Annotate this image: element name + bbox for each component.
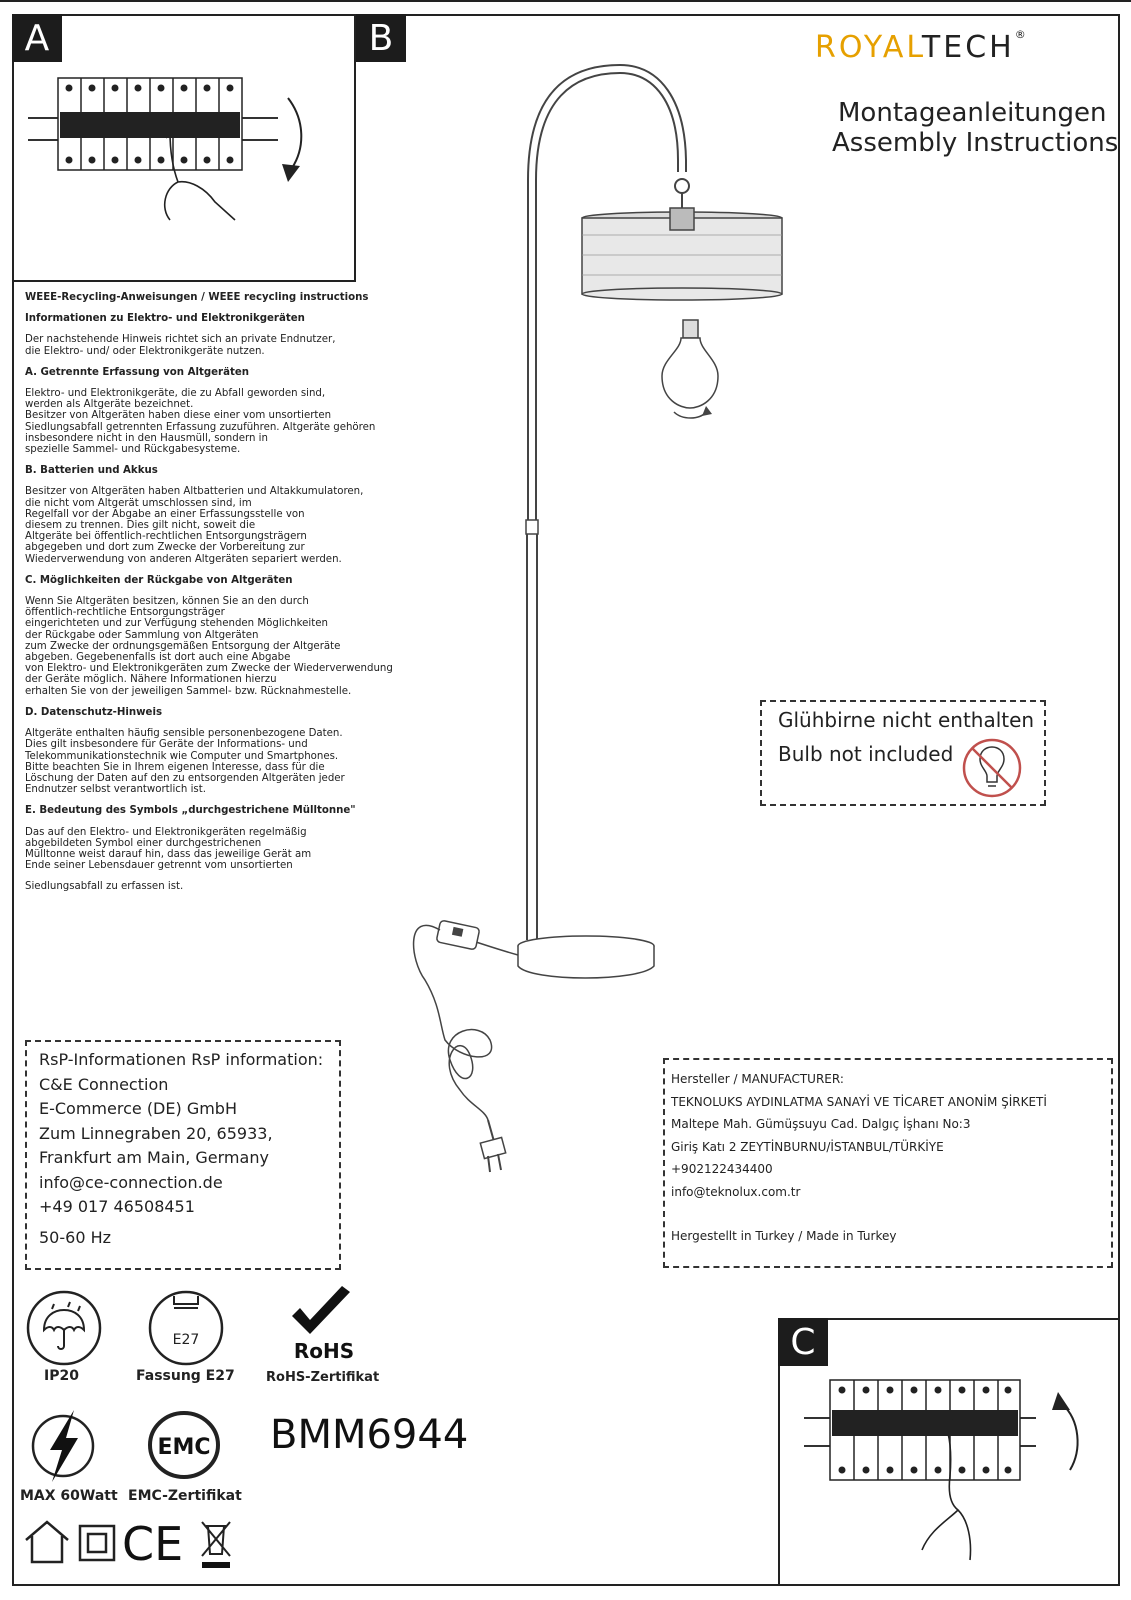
rsp-line: Zum Linnegraben 20, 65933, (39, 1123, 273, 1143)
emc-icon (146, 1410, 222, 1480)
bulb-notice-english: Bulb not included (778, 742, 954, 766)
step-a-tag: A (12, 14, 62, 62)
power-label: MAX 60Watt (20, 1488, 118, 1504)
manufacturer-made-in: Hergestellt in Turkey / Made in Turkey (671, 1229, 897, 1243)
weee-section-c-text: Wenn Sie Altgeräten besitzen, können Sie an den durch öffentlich-rechtliche Entsorgungsträger eingerichteten und zur Verfügung stehenden Möglichkeiten der Rückgabe oder Sammlung von Altgeräten zum Zwecke der ordnungsgemäßen Entsorgung der Altgeräte abgeben. Gegebenenfalls ist dort auch eine Abgabe von Elektro- und Elektronikgeräten zum Zwecke der Wiederverwendung der Geräte möglich. Nähere Informationen hierzu erhalten Sie von der jeweiligen Sammel- bzw. Rücknahmestelle. (25, 596, 393, 697)
weee-section-d-text: Altgeräte enthalten häufig sensible personenbezogene Daten. Dies gilt insbesondere für Geräte der Informations- und Telekommunikationstechnik wie Computer und Smartphones. Bitte beachten Sie in Ihrem eigenen Interesse, dass für die Löschung der Daten auf den zu entsorgenden Altgeräten jeder Endnutzer selbst verantwortlich ist. (25, 728, 345, 796)
manufacturer-heading: Hersteller / MANUFACTURER: (671, 1072, 844, 1086)
weee-section-b-text: Besitzer von Altgeräten haben Altbatterien und Altakkumulatoren, die nicht vom Altgerät umschlossen sind, im Regelfall vor der Abgabe an einer Erfassungsstelle von diesem zu trennen. Dies gilt nicht, soweit die Altgeräte bei öffentlich-rechtlichen Entsorgungsträgern abgegeben und dort zum Zwecke der Vorbereitung zur Wiederverwendung von anderen Altgeräten separiert werden. (25, 486, 364, 565)
breaker-off-illustration (20, 70, 340, 270)
double-insulation-icon (78, 1524, 116, 1562)
ce-mark-icon (122, 1517, 192, 1571)
rsp-line: E-Commerce (DE) GmbH (39, 1099, 237, 1118)
rsp-email: info@ce-connection.de (39, 1172, 223, 1192)
manufacturer-phone: +902122434400 (671, 1162, 773, 1176)
manufacturer-line: TEKNOLUKS AYDINLATMA SANAYİ VE TİCARET ANONİM ŞİRKETİ (671, 1094, 1047, 1109)
svg-text:CE: CE (122, 1517, 184, 1571)
weee-bin-icon (198, 1518, 234, 1570)
weee-instructions (25, 292, 455, 903)
weee-section-b-title: B. Batterien und Akkus (25, 465, 158, 477)
weee-section-d-title: D. Datenschutz-Hinweis (25, 706, 163, 718)
rsp-line: Frankfurt am Main, Germany (39, 1148, 269, 1167)
svg-text:RoHS: RoHS (293, 1339, 355, 1363)
weee-section-c-title: C. Möglichkeiten der Rückgabe von Altgeräten (25, 574, 293, 586)
title-english: Assembly Instructions (832, 128, 1119, 158)
rohs-check-icon (284, 1286, 364, 1362)
weee-final-line: Siedlungsabfall zu erfassen ist. (25, 881, 184, 893)
title-german: Montageanleitungen (838, 98, 1107, 128)
rsp-frequency: 50-60 Hz (39, 1227, 112, 1247)
bulb-notice-box (760, 700, 1046, 806)
bulb-notice-german: Glühbirne nicht enthalten (778, 708, 1035, 732)
svg-text:E27: E27 (172, 1332, 200, 1348)
svg-text:EMC: EMC (157, 1435, 211, 1460)
model-number: BMM6944 (270, 1412, 469, 1458)
rsp-heading: RsP-Informationen RsP information: (39, 1050, 324, 1069)
ip-rating-label: IP20 (44, 1368, 79, 1384)
rohs-label: RoHS-Zertifikat (266, 1370, 380, 1385)
manufacturer-box (663, 1058, 1113, 1268)
weee-section-e-text: Das auf den Elektro- und Elektronikgeräten regelmäßig abgebildeten Symbol einer durchgestrichenen Mülltonne weist darauf hin, dass das jeweilige Gerät am Ende seiner Lebensdauer getrennt vom unsortierten (25, 826, 312, 872)
rsp-info-box (25, 1040, 341, 1270)
weee-section-a-text: Elektro- und Elektronikgeräte, die zu Abfall geworden sind, werden als Altgeräte bezeichnet. Besitzer von Altgeräten haben diese einer vom unsortierten Siedlungsabfall getrennten Erfassung zuzuführen. Altgeräte gehören insbesondere nicht in den Hausmüll, sondern in spezielle Sammel- und Rückgabesysteme. (25, 388, 376, 456)
weee-intro-text: Der nachstehende Hinweis richtet sich an private Endnutzer, die Elektro- und/ oder Elektronikgeräte nutzen. (25, 334, 336, 357)
emc-label: EMC-Zertifikat (128, 1488, 242, 1504)
manufacturer-line: Maltepe Mah. Gümüşsuyu Cad. Dalgıç İşhanı No:3 (671, 1117, 971, 1131)
breaker-on-illustration (800, 1380, 1100, 1580)
rsp-line: C&E Connection (39, 1074, 169, 1094)
rsp-phone: +49 017 46508451 (39, 1197, 195, 1216)
weee-section-e-title: E. Bedeutung des Symbols „durchgestrichene Mülltonne" (25, 805, 356, 817)
socket-label: Fassung E27 (136, 1368, 235, 1384)
no-bulb-icon (960, 736, 1024, 800)
lightning-icon (30, 1408, 96, 1484)
step-c-tag: C (778, 1318, 828, 1366)
weee-section-a-title: A. Getrennte Erfassung von Altgeräten (25, 366, 249, 378)
weee-heading: WEEE-Recycling-Anweisungen / WEEE recycling instructions (25, 292, 369, 303)
manufacturer-line: Giriş Katı 2 ZEYTİNBURNU/İSTANBUL/TÜRKİYE (671, 1139, 944, 1154)
step-b-tag: B (356, 14, 406, 62)
manufacturer-email: info@teknolux.com.tr (671, 1184, 801, 1199)
top-rule (0, 0, 1131, 2)
weee-intro-heading: Informationen zu Elektro- und Elektronikgeräten (25, 313, 305, 325)
indoor-house-icon (22, 1518, 72, 1566)
brand-logo: ROYALTECH® (815, 28, 1029, 65)
e27-socket-icon (148, 1290, 224, 1366)
umbrella-rain-icon (26, 1290, 102, 1366)
